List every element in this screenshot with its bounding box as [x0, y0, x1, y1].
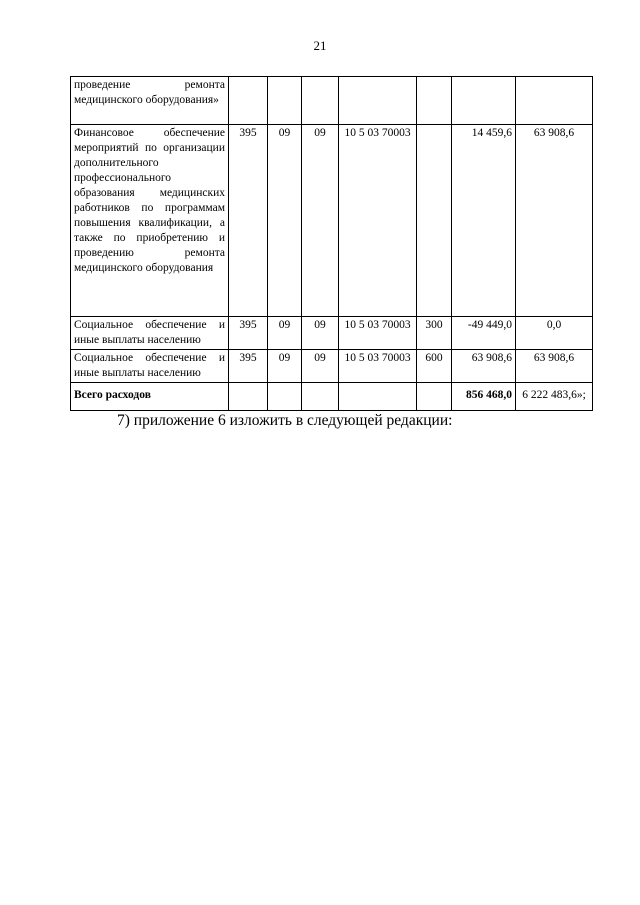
target-code: 10 5 03 70003	[339, 350, 417, 383]
subsection-code: 09	[302, 350, 339, 383]
section-code: 09	[268, 350, 302, 383]
expense-type-code	[417, 125, 452, 317]
table-row	[71, 125, 593, 317]
admin-code: 395	[229, 317, 268, 350]
admin-code: 395	[229, 350, 268, 383]
amount-1	[452, 77, 516, 125]
row-name: Социальное обеспечение и иные выплаты населению	[71, 317, 229, 350]
closing-quote: »;	[576, 389, 586, 401]
subsection-code: 09	[302, 125, 339, 317]
row-name: Финансовое обеспечение мероприятий по организации дополнительного профессионального образования медицинских работников по программам повышения квалификации, а также по приобретению и проведению ремонта медицинского оборудования	[71, 125, 229, 317]
amount-2: 63 908,6	[516, 125, 593, 317]
row-name: Социальное обеспечение и иные выплаты населению	[71, 350, 229, 383]
section-code	[268, 77, 302, 125]
subsection-code	[302, 77, 339, 125]
amendment-paragraph: 7) приложение 6 изложить в следующей редакции:	[117, 412, 453, 429]
amount-2: 0,0	[516, 317, 593, 350]
total-amount-2-cell	[516, 383, 593, 411]
target-code: 10 5 03 70003	[339, 125, 417, 317]
amount-1: 63 908,6	[452, 350, 516, 383]
expense-type-code	[417, 77, 452, 125]
target-code	[339, 77, 417, 125]
table-row	[71, 77, 593, 125]
admin-code	[229, 77, 268, 125]
expenditure-table	[70, 76, 593, 411]
amount-1: 14 459,6	[452, 125, 516, 317]
amount-2	[516, 77, 593, 125]
section-code: 09	[268, 317, 302, 350]
expense-type-code: 600	[417, 350, 452, 383]
row-name: проведение ремонта медицинского оборудования»	[71, 77, 229, 125]
expense-type-code: 300	[417, 317, 452, 350]
total-label: Всего расходов	[71, 383, 229, 411]
amount-1: -49 449,0	[452, 317, 516, 350]
admin-code: 395	[229, 125, 268, 317]
total-amount-1: 856 468,0	[452, 383, 516, 411]
target-code: 10 5 03 70003	[339, 317, 417, 350]
table-row	[71, 350, 593, 383]
subsection-code: 09	[302, 317, 339, 350]
page-number: 21	[313, 38, 327, 53]
section-code: 09	[268, 125, 302, 317]
amount-2: 63 908,6	[516, 350, 593, 383]
table-row	[71, 317, 593, 350]
total-row	[71, 383, 593, 411]
total-amount-2: 6 222 483,6	[522, 389, 577, 401]
